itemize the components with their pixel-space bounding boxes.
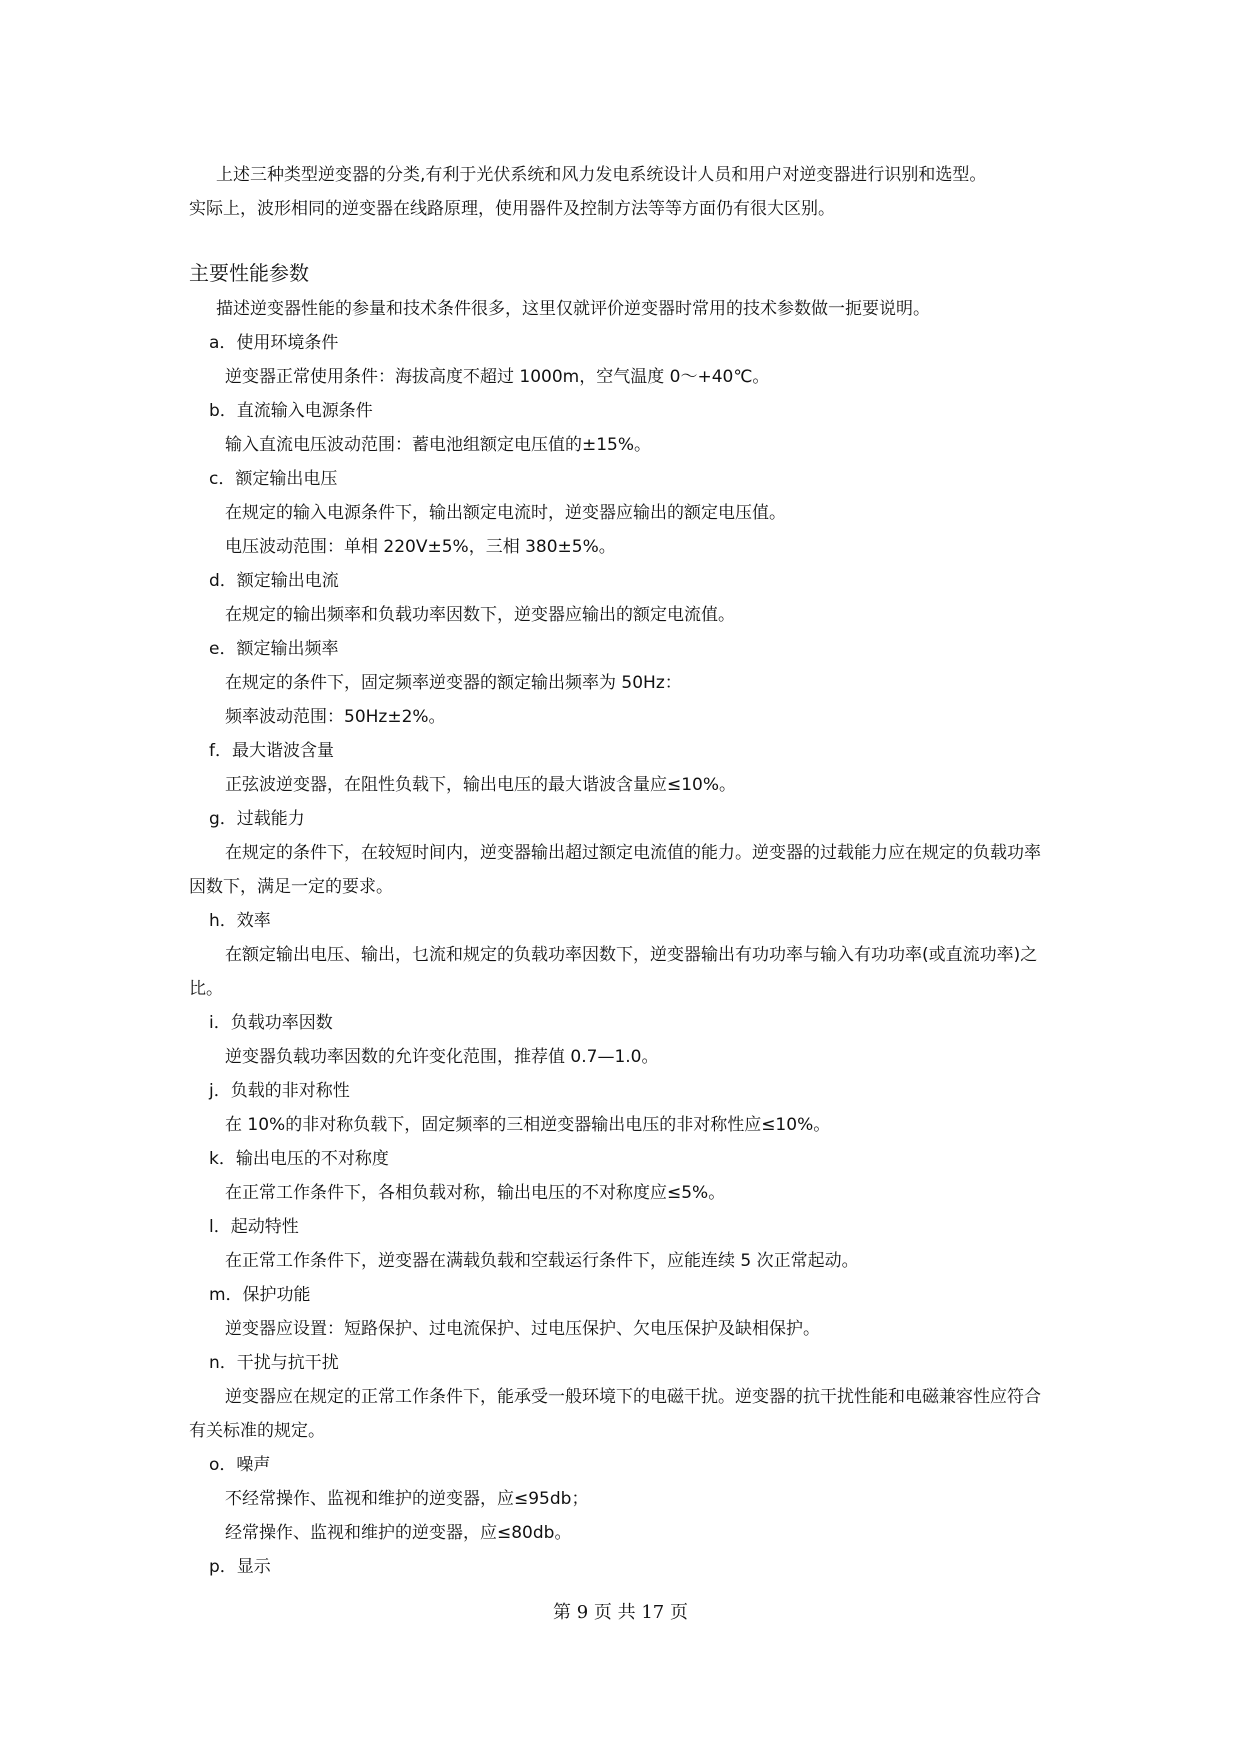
intro-paragraph	[189, 158, 1054, 226]
item-l-line-1: 在正常工作条件下，逆变器在满载负载和空载运行条件下，应能连续 5 次正常起动。	[225, 1251, 859, 1271]
page-footer: 第 9 页 共 17 页	[553, 1602, 688, 1623]
item-f-label: f．最大谐波含量	[209, 741, 334, 761]
item-h-label: h．效率	[209, 911, 271, 931]
item-b-label: b．直流输入电源条件	[209, 401, 373, 421]
item-g-label: g．过载能力	[209, 809, 305, 829]
item-o-label: o．噪声	[209, 1455, 271, 1475]
item-c-line-1: 在规定的输入电源条件下，输出额定电流时，逆变器应输出的额定电压值。	[225, 503, 786, 523]
item-o-line-1: 不经常操作、监视和维护的逆变器，应≤95db；	[225, 1489, 589, 1509]
item-l-label: l．起动特性	[209, 1217, 299, 1237]
item-h-paragraph: 在额定输出电压、输出，乜流和规定的负载功率因数下，逆变器输出有功功率与输入有功功率(或直流功率)之比。	[189, 945, 1038, 999]
item-j-line-1: 在 10%的非对称负载下，固定频率的三相逆变器输出电压的非对称性应≤10%。	[225, 1115, 831, 1135]
item-f-line-1: 正弦波逆变器，在阻性负载下，输出电压的最大谐波含量应≤10%。	[225, 775, 737, 795]
item-m-line-1: 逆变器应设置：短路保护、过电流保护、过电压保护、欠电压保护及缺相保护。	[225, 1319, 820, 1339]
intro-line-2: 实际上，波形相同的逆变器在线路原理，使用器件及控制方法等等方面仍有很大区别。	[189, 199, 835, 219]
item-j-label: j．负载的非对称性	[209, 1081, 350, 1101]
section-title: 主要性能参数	[189, 261, 309, 285]
intro-line-1: 上述三种类型逆变器的分类,有利于光伏系统和风力发电系统设计人员和用户对逆变器进行识别和选型。	[216, 165, 987, 185]
item-g-paragraph: 在规定的条件下，在较短时间内，逆变器输出超过额定电流值的能力。逆变器的过载能力应在规定的负载功率因数下，满足一定的要求。	[189, 843, 1041, 897]
item-n-label: n．干扰与抗干扰	[209, 1353, 339, 1373]
section-lead: 描述逆变器性能的参量和技术条件很多，这里仅就评价逆变器时常用的技术参数做一扼要说明。	[216, 299, 930, 319]
item-a-label: a．使用环境条件	[209, 333, 339, 353]
item-i-line-1: 逆变器负载功率因数的允许变化范围，推荐值 0.7—1.0。	[225, 1047, 659, 1067]
item-d-line-1: 在规定的输出频率和负载功率因数下，逆变器应输出的额定电流值。	[225, 605, 735, 625]
item-k-label: k．输出电压的不对称度	[209, 1149, 389, 1169]
item-o-line-2: 经常操作、监视和维护的逆变器，应≤80db。	[225, 1523, 572, 1543]
item-n-paragraph: 逆变器应在规定的正常工作条件下，能承受一般环境下的电磁干扰。逆变器的抗干扰性能和电磁兼容性应符合有关标准的规定。	[189, 1387, 1041, 1441]
section-body	[189, 292, 1054, 1584]
item-c-line-2: 电压波动范围：单相 220V±5%，三相 380±5%。	[225, 537, 616, 557]
item-c-label: c．额定输出电压	[209, 469, 338, 489]
item-k-line-1: 在正常工作条件下，各相负载对称，输出电压的不对称度应≤5%。	[225, 1183, 726, 1203]
item-i-label: i．负载功率因数	[209, 1013, 333, 1033]
item-e-line-2: 频率波动范围：50Hz±2%。	[225, 707, 446, 727]
item-e-line-1: 在规定的条件下，固定频率逆变器的额定输出频率为 50Hz：	[225, 673, 682, 693]
item-e-label: e．额定输出频率	[209, 639, 339, 659]
item-a-line-1: 逆变器正常使用条件：海拔高度不超过 1000m，空气温度 0～+40℃。	[225, 367, 770, 387]
item-d-label: d．额定输出电流	[209, 571, 339, 591]
item-p-label: p．显示	[209, 1557, 271, 1577]
item-b-line-1: 输入直流电压波动范围：蓄电池组额定电压值的±15%。	[225, 435, 652, 455]
item-m-label: m．保护功能	[209, 1285, 311, 1305]
